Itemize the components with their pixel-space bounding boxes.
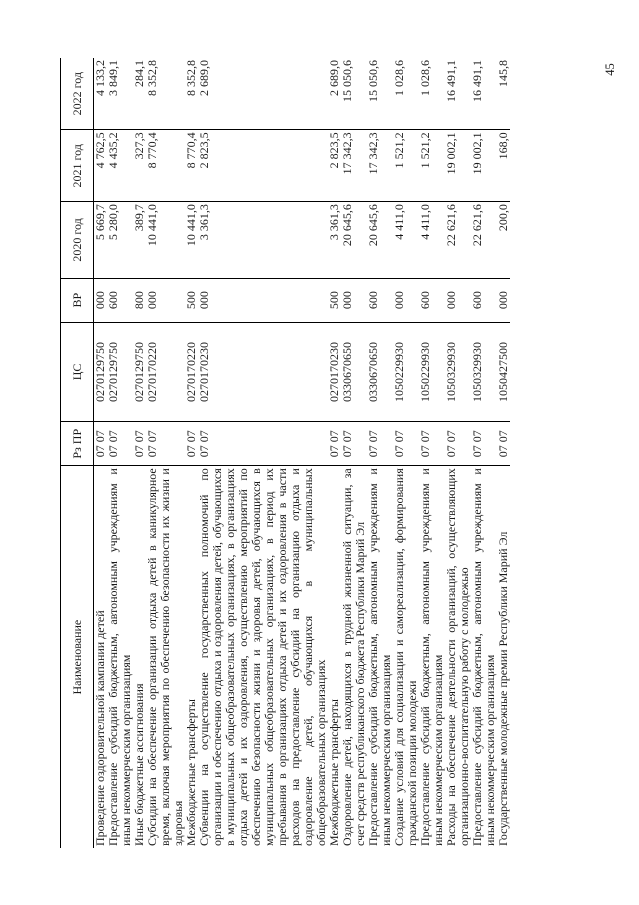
- cell-y2020: [419, 202, 445, 278]
- vr-entry: 600: [418, 291, 432, 310]
- vr-entry: 000: [145, 291, 159, 310]
- table-row: [94, 58, 134, 848]
- cell-name: [419, 466, 445, 848]
- cell-y2021: [393, 130, 419, 202]
- y2021-entry: 2 823,5: [327, 132, 341, 169]
- y2020-entry: 3 361,3: [327, 204, 341, 241]
- header-vr: ВР: [61, 278, 94, 322]
- y2021-entry: 19 002,1: [470, 132, 484, 175]
- table-row: [367, 58, 393, 848]
- cell-rz: [133, 422, 185, 466]
- cell-y2021: [367, 130, 393, 202]
- name-entry: Предоставление субсидий бюджетным, автономным учреждениям и иным некоммерческим организациям: [418, 468, 445, 846]
- y2021-entry: 8 770,4: [145, 132, 159, 169]
- y2021-entry: 1 521,2: [418, 132, 432, 169]
- table-row: [185, 58, 328, 848]
- cell-cs: [367, 322, 393, 422]
- cell-vr: [471, 278, 497, 322]
- vr-entry: 000: [392, 291, 406, 310]
- vr-entry: 500: [184, 291, 198, 310]
- cell-name: [445, 466, 471, 848]
- cs-entry: 0270170230: [197, 341, 211, 402]
- cell-vr: [185, 278, 328, 322]
- cell-y2020: [445, 202, 471, 278]
- cell-vr: [419, 278, 445, 322]
- cell-rz: [367, 422, 393, 466]
- y2020-entry: 389,7: [132, 204, 146, 232]
- header-2022: 2022 год: [61, 58, 94, 130]
- vr-entry: 000: [93, 291, 107, 310]
- name-entry: Оздоровление детей, находящихся в трудной жизненной ситуации, за счет средств республиканского бюджета Республики Марий Эл: [340, 468, 367, 846]
- y2020-entry: 3 361,3: [197, 204, 211, 241]
- cell-y2022: [445, 58, 471, 130]
- name-entry: Субвенции на осуществление государственных полномочий по организации и обеспечению отдыха и оздоровления детей, обучающихся в муниципальных общеобразовательных организациях, в организациях отдыха детей и их оздоровления, осуществлению мероприятий по обеспечению безопасности жизни и здоровья детей, обучающихся в муниципальных общеобразовательных организациях, в период их пребывания в организациях отдыха детей и их оздоровления в части расходов на предоставление субсидий на организацию отдыха и оздоровление детей, обучающихся в муниципальных общеобразовательных организациях: [197, 468, 328, 846]
- y2021-entry: 2 823,5: [197, 132, 211, 169]
- rz-entry: 07 07: [145, 430, 159, 458]
- cell-rz: [94, 422, 134, 466]
- cell-cs: [497, 322, 510, 422]
- name-entry: Межбюджетные трансферты: [184, 699, 198, 846]
- y2022-entry: 145,8: [496, 60, 510, 87]
- y2020-entry: 22 621,6: [444, 204, 458, 247]
- table-row: [497, 58, 510, 848]
- cell-rz: [328, 422, 367, 466]
- name-entry: Межбюджетные трансферты: [327, 699, 341, 846]
- name-entry: Предоставление субсидий бюджетным, автономным учреждениям и иным некоммерческим организациям: [106, 468, 133, 846]
- cell-y2021: [185, 130, 328, 202]
- y2022-entry: 8 352,8: [145, 60, 159, 96]
- rz-entry: 07 07: [340, 430, 354, 458]
- cell-vr: [445, 278, 471, 322]
- header-rz-pr: Рз ПР: [61, 422, 94, 466]
- cell-y2020: [94, 202, 134, 278]
- cell-name: [471, 466, 497, 848]
- cell-y2022: [393, 58, 419, 130]
- cell-y2020: [471, 202, 497, 278]
- cell-y2022: [328, 58, 367, 130]
- cell-name: [94, 466, 134, 848]
- y2022-entry: 2 689,0: [327, 60, 341, 96]
- cs-entry: 0330670650: [340, 341, 354, 402]
- rz-entry: 07 07: [93, 430, 107, 458]
- y2021-entry: 1 521,2: [392, 132, 406, 169]
- cell-cs: [185, 322, 328, 422]
- name-entry: Субсидии на обеспечение организации отдыха детей в каникулярное время, включая мероприятия по обеспечению безопасности их жизни и здоровья: [145, 468, 185, 846]
- name-entry: Создание условий для социализации и самореализации, формирования гражданской позиции молодежи: [392, 468, 419, 846]
- y2021-entry: 19 002,1: [444, 132, 458, 175]
- table-row: [328, 58, 367, 848]
- name-entry: Расходы на обеспечение деятельности организаций, осуществляющих организационно-воспитательную работу с молодежью: [444, 468, 471, 846]
- budget-table: [60, 58, 510, 848]
- rz-entry: 07 07: [444, 430, 458, 458]
- cell-name: [328, 466, 367, 848]
- y2022-entry: 4 133,2: [93, 60, 107, 96]
- header-2021: 2021 год: [61, 130, 94, 202]
- table-row: [419, 58, 445, 848]
- cell-rz: [497, 422, 510, 466]
- y2022-entry: 16 491,1: [444, 60, 458, 102]
- cell-rz: [445, 422, 471, 466]
- y2022-entry: 15 050,6: [340, 60, 354, 102]
- cell-y2020: [393, 202, 419, 278]
- header-cs: ЦС: [61, 322, 94, 422]
- cs-entry: 0330670650: [366, 341, 380, 402]
- cs-entry: 0270129750: [106, 341, 120, 402]
- cell-rz: [419, 422, 445, 466]
- cell-name: [367, 466, 393, 848]
- cell-y2021: [497, 130, 510, 202]
- cell-rz: [471, 422, 497, 466]
- cell-y2020: [185, 202, 328, 278]
- cell-cs: [94, 322, 134, 422]
- y2020-entry: 200,0: [496, 204, 510, 232]
- vr-entry: 000: [340, 291, 354, 310]
- cell-name: [133, 466, 185, 848]
- cell-y2022: [185, 58, 328, 130]
- y2021-entry: 17 342,3: [340, 132, 354, 175]
- y2020-entry: 10 441,0: [184, 204, 198, 247]
- cs-entry: 1050427500: [496, 341, 510, 402]
- cell-y2021: [419, 130, 445, 202]
- cell-y2022: [133, 58, 185, 130]
- cell-y2020: [133, 202, 185, 278]
- y2022-entry: 3 849,1: [106, 60, 120, 96]
- rz-entry: 07 07: [366, 430, 380, 458]
- cell-y2022: [367, 58, 393, 130]
- y2021-entry: 327,3: [132, 132, 146, 160]
- rz-entry: 07 07: [197, 430, 211, 458]
- name-entry: Предоставление субсидий бюджетным, автономным учреждениям и иным некоммерческим организациям: [470, 468, 497, 846]
- rz-entry: 07 07: [470, 430, 484, 458]
- cell-y2022: [497, 58, 510, 130]
- cs-entry: 0270170220: [184, 341, 198, 402]
- vr-entry: 600: [470, 291, 484, 310]
- cell-y2021: [133, 130, 185, 202]
- y2020-entry: 20 645,6: [340, 204, 354, 247]
- table-body: [94, 58, 511, 848]
- y2022-entry: 15 050,6: [366, 60, 380, 102]
- page-number: 45: [602, 63, 617, 76]
- rz-entry: 07 07: [392, 430, 406, 458]
- header-2020: 2020 год: [61, 202, 94, 278]
- table-row: [471, 58, 497, 848]
- cell-vr: [393, 278, 419, 322]
- vr-entry: 600: [366, 291, 380, 310]
- y2021-entry: 4 762,5: [93, 132, 107, 169]
- y2022-entry: 1 028,6: [392, 60, 406, 96]
- vr-entry: 000: [197, 291, 211, 310]
- cell-cs: [328, 322, 367, 422]
- cell-cs: [133, 322, 185, 422]
- cell-y2022: [471, 58, 497, 130]
- cell-cs: [471, 322, 497, 422]
- cs-entry: 0270170230: [327, 341, 341, 402]
- y2021-entry: 8 770,4: [184, 132, 198, 169]
- vr-entry: 000: [444, 291, 458, 310]
- cell-vr: [94, 278, 134, 322]
- cell-y2020: [328, 202, 367, 278]
- name-entry: Проведение оздоровительной кампании детей: [93, 610, 107, 846]
- rz-entry: 07 07: [418, 430, 432, 458]
- vr-entry: 800: [132, 291, 146, 310]
- rz-entry: 07 07: [132, 430, 146, 458]
- y2021-entry: 4 435,2: [106, 132, 120, 169]
- y2022-entry: 8 352,8: [184, 60, 198, 96]
- rz-entry: 07 07: [496, 430, 510, 458]
- y2021-entry: 168,0: [496, 132, 510, 160]
- cs-entry: 1050329930: [444, 341, 458, 402]
- rz-entry: 07 07: [327, 430, 341, 458]
- cs-entry: 1050229930: [392, 341, 406, 402]
- vr-entry: 000: [496, 291, 510, 310]
- budget-table-page: [60, 58, 639, 848]
- y2020-entry: 5 280,0: [106, 204, 120, 241]
- cell-y2020: [367, 202, 393, 278]
- y2020-entry: 4 411,0: [392, 204, 406, 240]
- cs-entry: 0270170220: [145, 341, 159, 402]
- name-entry: Предоставление субсидий бюджетным, автономным учреждениям и иным некоммерческим организациям: [366, 468, 393, 846]
- cell-y2021: [471, 130, 497, 202]
- cell-vr: [497, 278, 510, 322]
- name-entry: Иные бюджетные ассигнования: [132, 683, 146, 846]
- cell-vr: [133, 278, 185, 322]
- rz-entry: 07 07: [106, 430, 120, 458]
- cell-y2022: [419, 58, 445, 130]
- cs-entry: 0270129750: [132, 341, 146, 402]
- table-row: [393, 58, 419, 848]
- table-header-row: [61, 58, 94, 848]
- cell-y2021: [445, 130, 471, 202]
- cell-cs: [445, 322, 471, 422]
- y2020-entry: 4 411,0: [418, 204, 432, 240]
- header-name: Наименование: [61, 466, 94, 848]
- cell-name: [497, 466, 510, 848]
- cell-y2021: [94, 130, 134, 202]
- y2020-entry: 22 621,6: [470, 204, 484, 247]
- cell-y2021: [328, 130, 367, 202]
- cell-cs: [393, 322, 419, 422]
- vr-entry: 500: [327, 291, 341, 310]
- cell-name: [185, 466, 328, 848]
- cell-name: [393, 466, 419, 848]
- y2020-entry: 20 645,6: [366, 204, 380, 247]
- name-entry: Государственные молодежные премии Республики Марий Эл: [496, 531, 510, 846]
- cell-vr: [328, 278, 367, 322]
- table-row: [133, 58, 185, 848]
- vr-entry: 600: [106, 291, 120, 310]
- y2020-entry: 10 441,0: [145, 204, 159, 247]
- table-row: [445, 58, 471, 848]
- rz-entry: 07 07: [184, 430, 198, 458]
- cell-rz: [393, 422, 419, 466]
- y2022-entry: 16 491,1: [470, 60, 484, 102]
- y2022-entry: 284,1: [132, 60, 146, 87]
- cell-vr: [367, 278, 393, 322]
- cs-entry: 0270129750: [93, 341, 107, 402]
- cell-rz: [185, 422, 328, 466]
- y2020-entry: 5 669,7: [93, 204, 107, 241]
- cs-entry: 1050229930: [418, 341, 432, 402]
- y2022-entry: 2 689,0: [197, 60, 211, 96]
- cell-y2020: [497, 202, 510, 278]
- y2021-entry: 17 342,3: [366, 132, 380, 175]
- cell-y2022: [94, 58, 134, 130]
- y2022-entry: 1 028,6: [418, 60, 432, 96]
- cs-entry: 1050329930: [470, 341, 484, 402]
- cell-cs: [419, 322, 445, 422]
